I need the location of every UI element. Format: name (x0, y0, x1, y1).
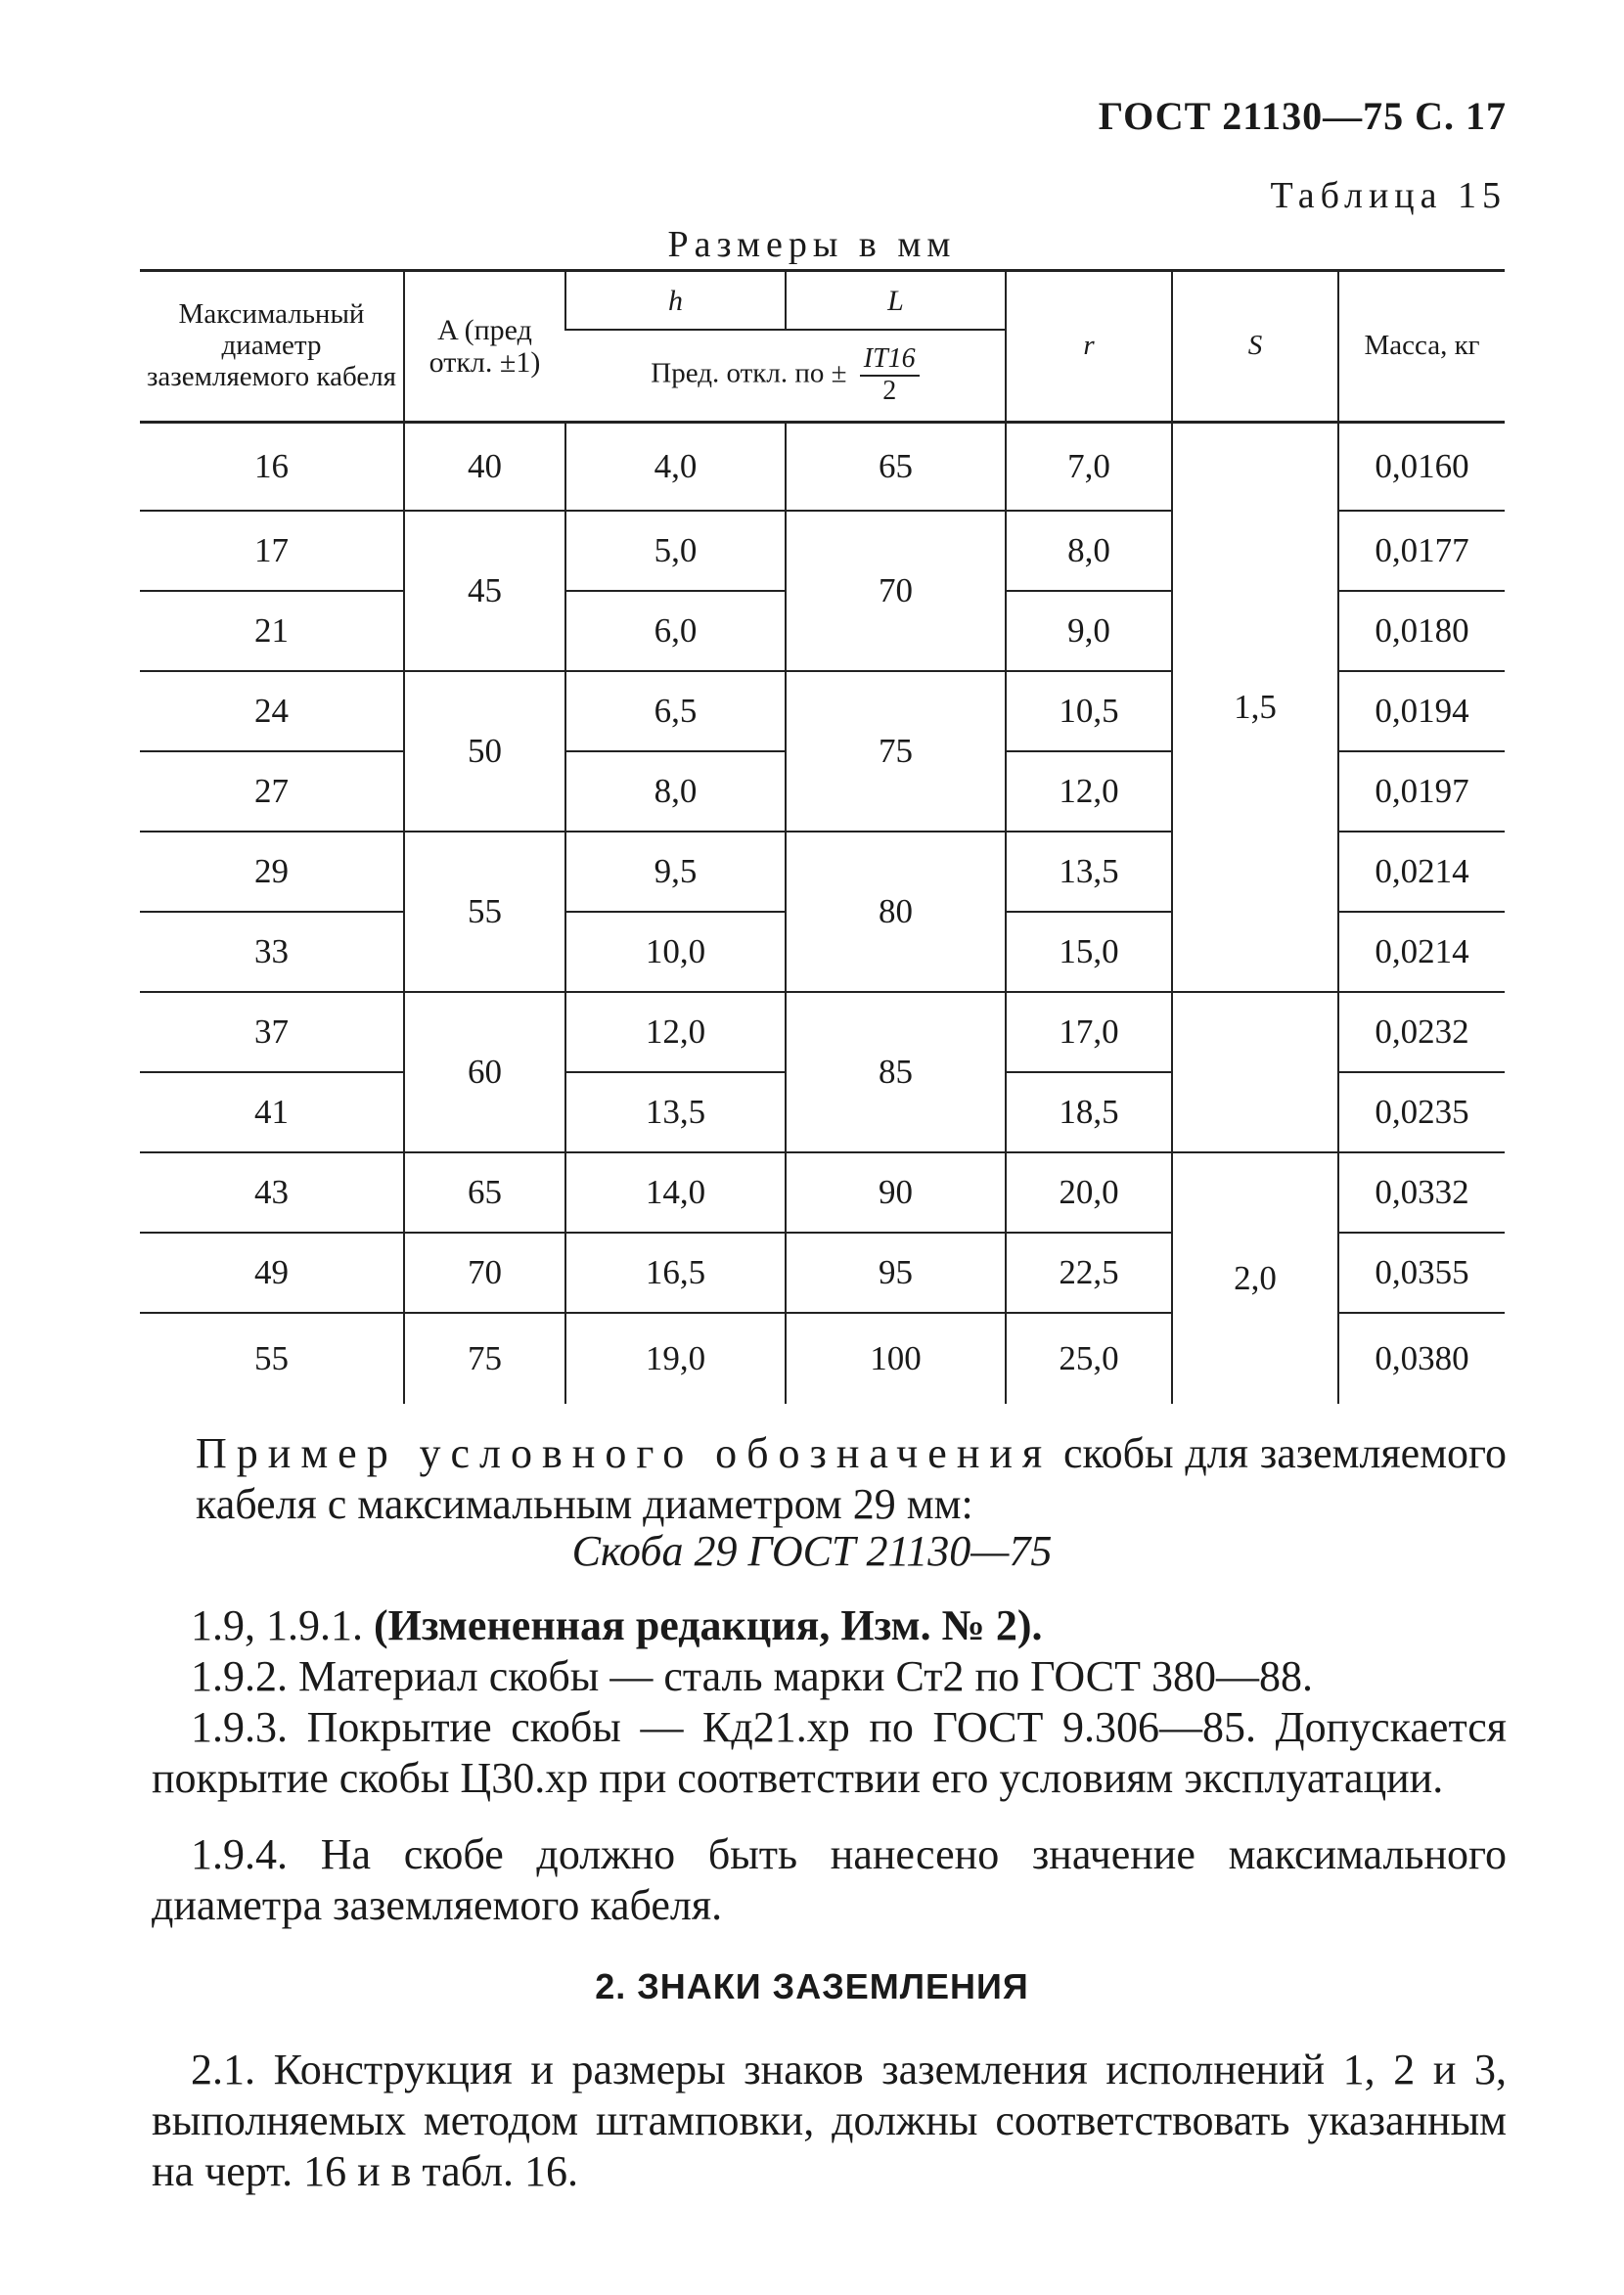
cell-h: 13,5 (565, 1072, 786, 1152)
clause-1-9-1-number: 1.9, 1.9.1. (191, 1601, 363, 1649)
cell-s-empty (1172, 992, 1338, 1152)
cell-h: 5,0 (565, 511, 786, 591)
clause-2-1: 2.1. Конструкция и размеры знаков заземления исполнений 1, 2 и 3, выполняемых методом штамповки, должны соответствовать указанным на черт. 16 и в табл. 16. (152, 2046, 1507, 2195)
cell-h: 12,0 (565, 992, 786, 1072)
cell-mass: 0,0235 (1338, 1072, 1505, 1152)
tolerance-fraction (860, 344, 920, 407)
cell-mass: 0,0380 (1338, 1313, 1505, 1404)
cell-h: 16,5 (565, 1233, 786, 1313)
clause-1-9-2: 1.9.2. Материал скобы — сталь марки Ст2 по ГОСТ 380—88. (191, 1652, 1313, 1700)
cell-h: 9,5 (565, 832, 786, 912)
cell-mass: 0,0355 (1338, 1233, 1505, 1313)
header-a: A (пред откл. ±1) (404, 271, 565, 423)
cell-a: 50 (404, 671, 565, 832)
cell-a: 75 (404, 1313, 565, 1404)
tolerance-denominator: 2 (882, 376, 897, 406)
cell-s: 1,5 (1172, 423, 1338, 993)
tolerance-prefix: Пред. откл. по ± (651, 357, 847, 389)
clause-1-9-3: 1.9.3. Покрытие скобы — Кд21.хр по ГОСТ 9.306—85. Допускается покрытие скобы Ц30.хр при соответствии его условиям эксплуатации. (152, 1703, 1507, 1802)
clause-1-9-4: 1.9.4. На скобе должно быть нанесено значение максимального диаметра заземляемого кабеля. (152, 1830, 1507, 1929)
cell-h: 6,0 (565, 591, 786, 671)
cell-diameter: 24 (140, 671, 404, 751)
cell-r: 12,0 (1006, 751, 1172, 832)
cell-h: 4,0 (565, 423, 786, 512)
dimensions-table (140, 269, 1505, 1404)
header-l: L (786, 271, 1006, 331)
cell-diameter: 43 (140, 1152, 404, 1233)
cell-r: 10,5 (1006, 671, 1172, 751)
tolerance-numerator: IT16 (860, 344, 920, 377)
cell-a: 70 (404, 1233, 565, 1313)
cell-diameter: 16 (140, 423, 404, 512)
clause-1-9-1-text: (Измененная редакция, Изм. № 2). (374, 1601, 1043, 1649)
cell-r: 15,0 (1006, 912, 1172, 992)
cell-s: 2,0 (1172, 1152, 1338, 1404)
cell-l: 80 (786, 832, 1006, 992)
cell-diameter: 55 (254, 1339, 289, 1377)
page-header: ГОСТ 21130—75 С. 17 (1098, 94, 1507, 138)
cell-mass: 0,0160 (1338, 423, 1505, 512)
cell-a: 40 (404, 423, 565, 512)
table-row (140, 992, 1505, 1072)
cell-mass: 0,0177 (1338, 511, 1505, 591)
header-h: h (565, 271, 786, 331)
cell-mass: 0,0180 (1338, 591, 1505, 671)
cell-l: 75 (786, 671, 1006, 832)
cell-h: 14,0 (565, 1152, 786, 1233)
cell-r: 22,5 (1006, 1233, 1172, 1313)
cell-mass: 0,0332 (1338, 1152, 1505, 1233)
header-mass: Масса, кг (1338, 271, 1505, 423)
cell-r: 25,0 (1006, 1313, 1172, 1404)
cell-diameter: 21 (140, 591, 404, 671)
cell-l: 70 (786, 511, 1006, 671)
cell-a: 65 (404, 1152, 565, 1233)
cell-h: 19,0 (565, 1313, 786, 1404)
table-row (140, 1152, 1505, 1233)
cell-h: 6,5 (565, 671, 786, 751)
cell-r: 8,0 (1006, 511, 1172, 591)
cell-diameter: 41 (140, 1072, 404, 1152)
cell-diameter: 33 (140, 912, 404, 992)
example-designation: Скоба 29 ГОСТ 21130—75 (571, 1527, 1053, 1575)
cell-r: 13,5 (1006, 832, 1172, 912)
table-caption: Таблица 15 (1270, 175, 1507, 216)
header-diameter: Максимальный диаметр заземляемого кабеля (140, 271, 404, 423)
cell-h: 10,0 (565, 912, 786, 992)
cell-mass: 0,0232 (1338, 992, 1505, 1072)
header-r: r (1006, 271, 1172, 423)
cell-r: 18,5 (1006, 1072, 1172, 1152)
units-caption: Размеры в мм (667, 224, 957, 265)
cell-l: 65 (786, 423, 1006, 512)
cell-r: 9,0 (1006, 591, 1172, 671)
table-row (140, 423, 1505, 512)
header-tolerance (565, 330, 1006, 423)
cell-a: 55 (404, 832, 565, 992)
cell-mass: 0,0197 (1338, 751, 1505, 832)
example-intro-spaced: Пример условного обозначения (196, 1429, 1053, 1477)
cell-l: 90 (786, 1152, 1006, 1233)
cell-a: 45 (404, 511, 565, 671)
cell-h: 8,0 (565, 751, 786, 832)
cell-r: 7,0 (1006, 423, 1172, 512)
cell-r: 17,0 (1006, 992, 1172, 1072)
cell-diameter: 27 (140, 751, 404, 832)
cell-diameter: 37 (140, 992, 404, 1072)
section-2-title: 2. ЗНАКИ ЗАЗЕМЛЕНИЯ (595, 1966, 1029, 2006)
clause-1-9-1 (191, 1600, 1507, 1651)
cell-diameter: 17 (140, 511, 404, 591)
cell-l: 95 (786, 1233, 1006, 1313)
cell-diameter: 29 (140, 832, 404, 912)
cell-diameter: 49 (140, 1233, 404, 1313)
cell-a: 60 (404, 992, 565, 1152)
cell-r: 20,0 (1006, 1152, 1172, 1233)
header-s: S (1172, 271, 1338, 423)
example-intro (196, 1428, 1507, 1530)
cell-l: 100 (786, 1313, 1006, 1404)
example-intro-rest: скобы для заземляемого кабеля с максимальным диаметром 29 мм: (196, 1429, 1508, 1528)
cell-mass: 0,0194 (1338, 671, 1505, 751)
cell-l: 85 (786, 992, 1006, 1152)
cell-mass: 0,0214 (1338, 912, 1505, 992)
cell-mass: 0,0214 (1338, 832, 1505, 912)
